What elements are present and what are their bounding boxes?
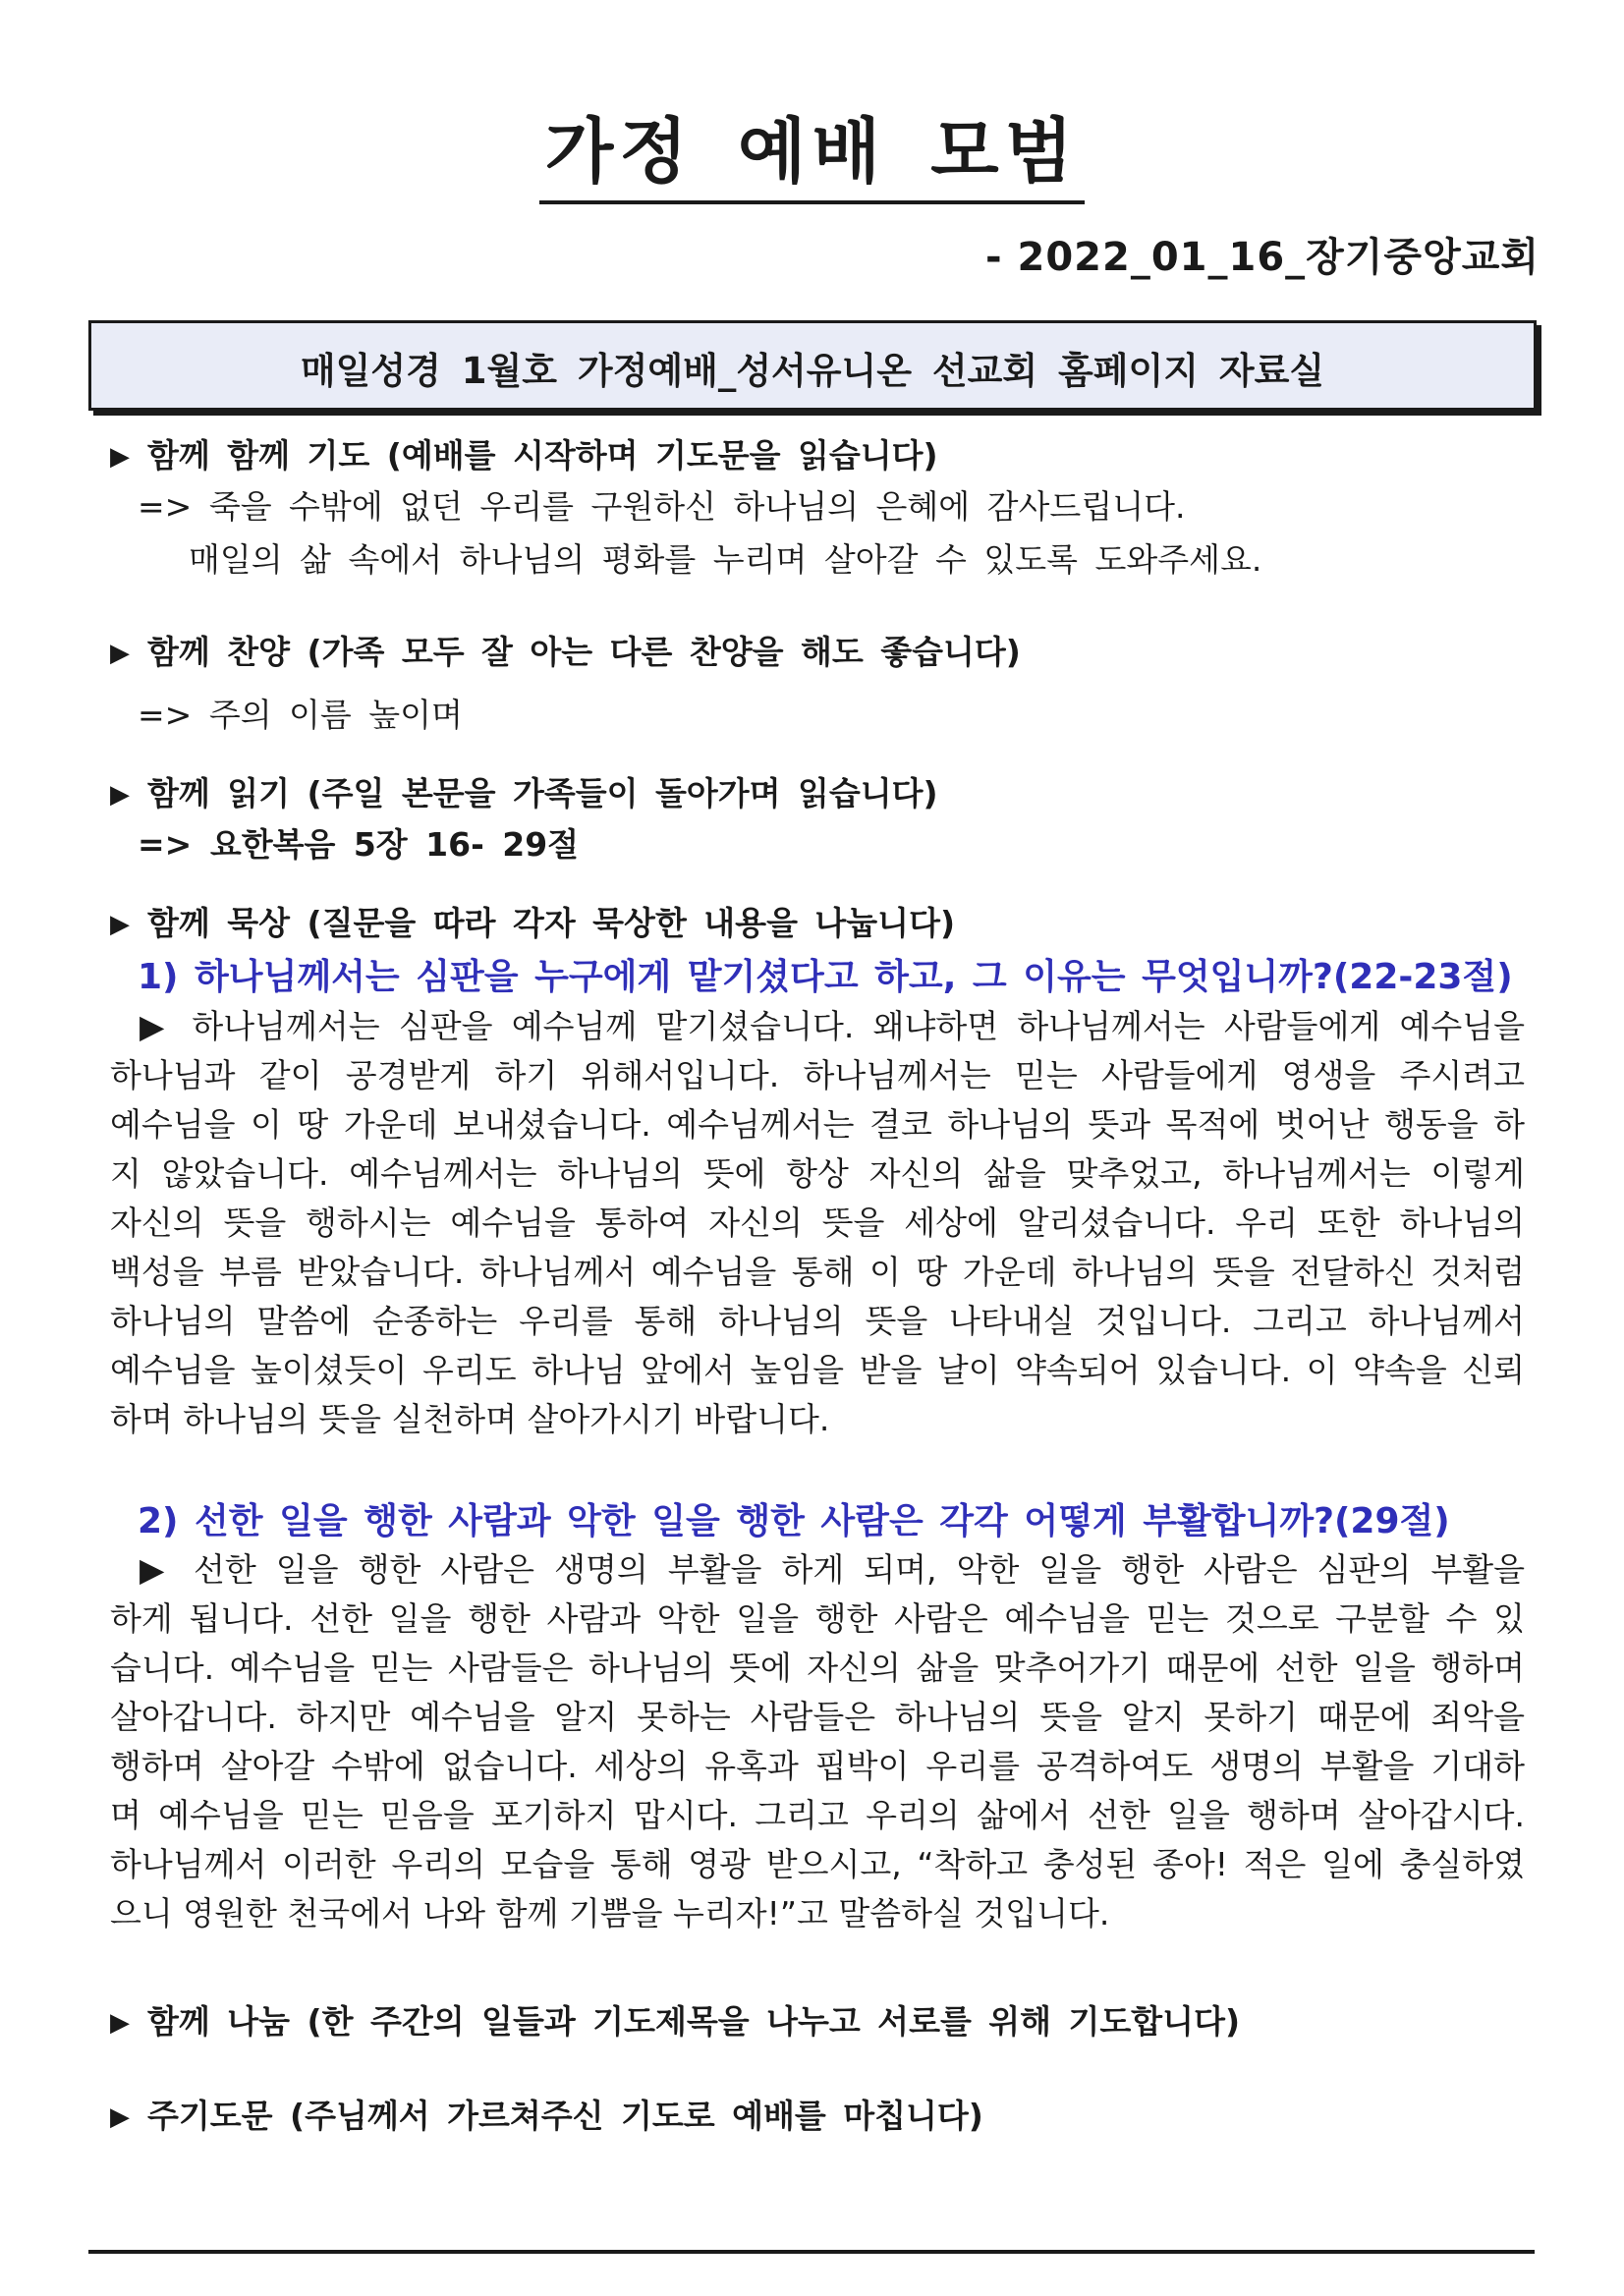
section-closing-heading [110, 2091, 983, 2137]
section-praise-heading [110, 627, 1021, 673]
scripture-reference: 요한복음 5장 16- 29절 [209, 825, 580, 864]
page-title-wrap [0, 106, 1624, 204]
answer-2-line: 으니 영원한 천국에서 나와 함께 기쁨을 누리자!”고 말씀하실 것입니다. [110, 1894, 1110, 1932]
answer-2-line: 행하며 살아갈 수밖에 없습니다. 세상의 유혹과 핍박이 우리를 공격하여도 생명의 부활을 기대하 [110, 1747, 1525, 1785]
section-praise-title: 함께 찬양 (가족 모두 잘 아는 다른 찬양을 해도 좋습니다) [147, 633, 1021, 671]
answer-1-line: 하며 하나님의 뜻을 실천하며 살아가시기 바랍니다. [110, 1400, 830, 1438]
page-title: 가정 예배 모범 [539, 106, 1085, 204]
triangle-bullet-icon: ▶ [110, 2008, 130, 2038]
prayer-line-2: 매일의 삶 속에서 하나님의 평화를 누리며 살아갈 수 있도록 도와주세요. [189, 540, 1262, 579]
section-reading-heading [110, 768, 938, 814]
answer-1-line: 예수님을 높이셨듯이 우리도 하나님 앞에서 높임을 받을 날이 약속되어 있습니다. 이 약속을 신뢰 [110, 1351, 1525, 1389]
answer-2 [110, 1545, 1525, 1938]
source-banner [88, 320, 1537, 411]
triangle-bullet-icon: ▶ [110, 2102, 130, 2132]
answer-1-line: 예수님을 이 땅 가운데 보내셨습니다. 예수님께서는 결코 하나님의 뜻과 목적에 벗어난 행동을 하 [110, 1105, 1525, 1144]
triangle-bullet-icon: ▶ [110, 639, 130, 668]
prayer-text-1: 죽을 수밖에 없던 우리를 구원하신 하나님의 은혜에 감사드립니다. [208, 487, 1186, 526]
section-sharing-title: 함께 나눔 (한 주간의 일들과 기도제목을 나누고 서로를 위해 기도합니다) [147, 2002, 1241, 2041]
question-2: 2) 선한 일을 행한 사람과 악한 일을 행한 사람은 각각 어떻게 부활합니까?(29절) [138, 1501, 1450, 1541]
section-prayer-heading [110, 430, 938, 476]
answer-2-line: 하게 됩니다. 선한 일을 행한 사람과 악한 일을 행한 사람은 예수님을 믿는 것으로 구분할 수 있 [110, 1599, 1525, 1638]
answer-1-line: 자신의 뜻을 행하시는 예수님을 통하여 자신의 뜻을 세상에 알리셨습니다. 우리 또한 하나님의 [110, 1204, 1525, 1242]
answer-1-line: 하나님의 말씀에 순종하는 우리를 통해 하나님의 뜻을 나타내실 것입니다. 그리고 하나님께서 [110, 1302, 1525, 1340]
answer-1-line: 백성을 부름 받았습니다. 하나님께서 예수님을 통해 이 땅 가운데 하나님의 뜻을 전달하신 것처럼 [110, 1253, 1525, 1291]
answer-2-line: 며 예수님을 믿는 믿음을 포기하지 맙시다. 그리고 우리의 삶에서 선한 일을 행하며 살아갑시다. [110, 1796, 1525, 1834]
arrow-icon: => [138, 696, 193, 734]
section-meditation-title: 함께 묵상 (질문을 따라 각자 묵상한 내용을 나눕니다) [147, 904, 956, 942]
section-meditation-heading [110, 898, 955, 944]
answer-1 [110, 1002, 1525, 1444]
section-closing-title: 주기도문 (주님께서 가르쳐주신 기도로 예배를 마칩니다) [147, 2097, 983, 2135]
answer-2-line: 살아갑니다. 하지만 예수님을 알지 못하는 사람들은 하나님의 뜻을 알지 못하기 때문에 죄악을 [110, 1698, 1525, 1736]
prayer-line-1 [138, 481, 1185, 528]
section-sharing-heading [110, 1996, 1240, 2043]
answer-2-line: 습니다. 예수님을 믿는 사람들은 하나님의 뜻에 자신의 삶을 맞추어가기 때문에 선한 일을 행하며 [110, 1649, 1525, 1687]
arrow-icon: => [138, 825, 193, 864]
banner-text: 매일성경 1월호 가정예배_성서유니온 선교회 홈페이지 자료실 [300, 350, 1325, 392]
answer-1-line: 지 않았습니다. 예수님께서는 하나님의 뜻에 항상 자신의 삶을 맞추었고, 하나님께서는 이렇게 [110, 1154, 1525, 1193]
answer-1-line: 하나님과 같이 공경받게 하기 위해서입니다. 하나님께서는 믿는 사람들에게 영생을 주시려고 [110, 1056, 1525, 1094]
arrow-icon: => [138, 487, 193, 526]
praise-line [138, 690, 463, 736]
triangle-bullet-icon: ▶ [110, 780, 130, 810]
question-1: 1) 하나님께서는 심판을 누구에게 맡기셨다고 하고, 그 이유는 무엇입니까?(22-23절) [138, 957, 1513, 997]
triangle-bullet-icon: ▶ [110, 910, 130, 939]
date-church-subtitle: - 2022_01_16_장기중앙교회 [984, 235, 1540, 280]
answer-2-line: 하나님께서 이러한 우리의 모습을 통해 영광 받으시고, “착하고 충성된 종아! 적은 일에 충실하였 [110, 1845, 1525, 1883]
section-prayer-title: 함께 함께 기도 (예배를 시작하며 기도문을 읽습니다) [147, 436, 938, 475]
bottom-divider [88, 2250, 1535, 2254]
reading-line [138, 819, 579, 866]
answer-1-line: ▶ 하나님께서는 심판을 예수님께 맡기셨습니다. 왜냐하면 하나님께서는 사람들에게 예수님을 [140, 1007, 1525, 1045]
section-reading-title: 함께 읽기 (주일 본문을 가족들이 돌아가며 읽습니다) [147, 774, 938, 812]
answer-2-line: ▶ 선한 일을 행한 사람은 생명의 부활을 하게 되며, 악한 일을 행한 사람은 심판의 부활을 [140, 1550, 1525, 1589]
praise-song: 주의 이름 높이며 [208, 696, 463, 734]
triangle-bullet-icon: ▶ [110, 442, 130, 472]
